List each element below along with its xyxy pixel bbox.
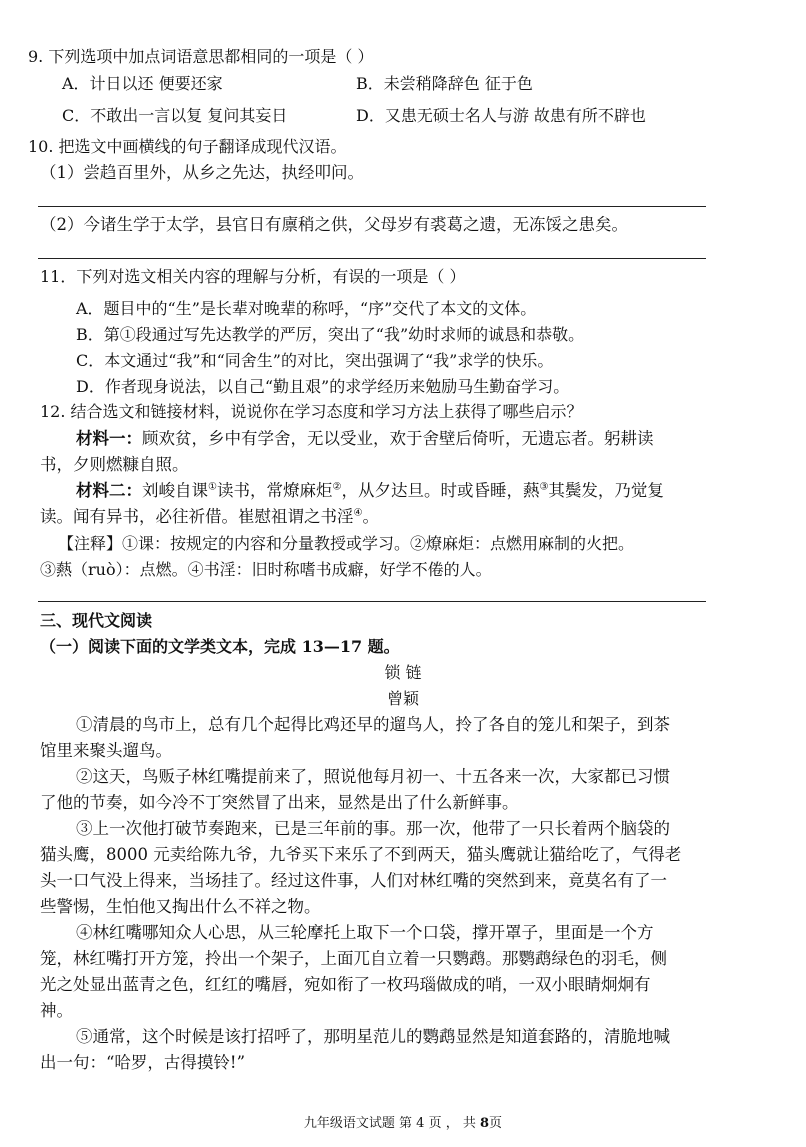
story-title: 锁 链 bbox=[384, 663, 422, 682]
answer-line-2 bbox=[38, 258, 706, 259]
q10-sentence-2: （2）今诸生学于太学，县官日有廪稍之供，父母岁有裘葛之遗，无冻馁之患矣。 bbox=[40, 215, 628, 234]
material-1-line-2: 书，夕则燃糠自照。 bbox=[40, 455, 189, 474]
section-divider bbox=[38, 601, 706, 602]
footer-text: 九年级语文试题 第 4 页 ， 共 bbox=[303, 1116, 480, 1131]
footer-suffix: 页 bbox=[489, 1116, 503, 1131]
story-author: 曾颖 bbox=[386, 689, 419, 708]
paragraph-3-line-3: 头一口气没上得来，当场挂了。经过这件事，人们对林红嘴的突然到来，竟莫名有了一 bbox=[40, 871, 667, 890]
footnote-ref-1: ① bbox=[208, 481, 217, 493]
q9-option-d: D．又患无硕士名人与游 故患有所不辟也 bbox=[356, 106, 646, 125]
material-2-label: 材料二： bbox=[76, 481, 142, 500]
footnote-ref-3: ③ bbox=[539, 481, 549, 493]
paragraph-3-line-4: 些警惕，生怕他又掏出什么不祥之物。 bbox=[40, 897, 321, 916]
q11-option-a: A．题目中的“生”是长辈对晚辈的称呼，“序”交代了本文的文体。 bbox=[76, 299, 537, 318]
notes-line-1: 【注释】①课：按规定的内容和分量教授或学习。②燎麻炬：点燃用麻制的火把。 bbox=[58, 534, 635, 553]
section-3-subtitle: （一）阅读下面的文学类文本，完成 13—17 题。 bbox=[40, 637, 400, 656]
q11-option-d: D．作者现身说法，以自己“勤且艰”的求学经历来勉励马生勤奋学习。 bbox=[76, 377, 570, 396]
answer-line-1 bbox=[38, 206, 706, 207]
paragraph-4-line-1: ④林红嘴哪知众人心思，从三轮摩托上取下一个口袋，撑开罩子，里面是一个方 bbox=[76, 923, 654, 942]
material-1-line-1 bbox=[76, 428, 654, 450]
paragraph-2-line-1: ②这天，鸟贩子林红嘴提前来了，照说他每月初一、十五各来一次，大家都已习惯 bbox=[76, 767, 670, 786]
material-2-line-2: 读。闻有异书，必往祈借。崔慰祖谓之书淫④。 bbox=[40, 507, 379, 526]
q11-option-c: C．本文通过“我”和“同舍生”的对比，突出强调了“我”求学的快乐。 bbox=[76, 351, 554, 370]
q9-stem: 9. 下列选项中加点词语意思都相同的一项是（ ） bbox=[28, 47, 374, 66]
material-2-line-1: 材料二：刘峻自课①读书，常燎麻炬②，从夕达旦。时或昏睡，爇③其鬓发，乃觉复 bbox=[76, 481, 664, 500]
q9-option-c: C．不敢出一言以复 复问其妄日 bbox=[62, 106, 288, 125]
q9-option-a: A．计日以还 便要还家 bbox=[62, 74, 223, 93]
paragraph-1-line-1: ①清晨的鸟市上，总有几个起得比鸡还早的遛鸟人，拎了各自的笼儿和架子，到茶 bbox=[76, 715, 670, 734]
footnote-ref-2: ② bbox=[332, 481, 342, 493]
q11-option-b: B．第①段通过写先达教学的严厉，突出了“我”幼时求师的诚恳和恭敬。 bbox=[76, 325, 585, 344]
paragraph-3-line-2: 猫头鹰，8000 元卖给陈九爷，九爷买下来乐了不到两天，猫头鹰就让猫给吃了，气得老 bbox=[40, 845, 682, 864]
q10-stem: 10. 把选文中画横线的句子翻译成现代汉语。 bbox=[28, 137, 347, 156]
section-3-title: 三、现代文阅读 bbox=[40, 611, 153, 630]
page-footer bbox=[0, 1112, 806, 1131]
footnote-ref-4: ④ bbox=[353, 507, 363, 519]
material-1-label: 材料一： bbox=[76, 429, 142, 448]
notes-line-2: ③爇（ruò）：点燃。④书淫：旧时称嗜书成癖，好学不倦的人。 bbox=[40, 560, 492, 579]
paragraph-5-line-1: ⑤通常，这个时候是该打招呼了，那明星范儿的鹦鹉显然是知道套路的，清脆地喊 bbox=[76, 1027, 670, 1046]
footer-total-pages: 8 bbox=[480, 1116, 490, 1131]
q9-option-b: B．未尝稍降辞色 征于色 bbox=[356, 74, 533, 93]
paragraph-4-line-3: 光之处显出蓝青之色，红红的嘴唇，宛如衔了一枚玛瑙做成的哨，一双小眼睛炯炯有 bbox=[40, 975, 651, 994]
paragraph-2-line-2: 了他的节奏，如今冷不丁突然冒了出来，显然是出了什么新鲜事。 bbox=[40, 793, 519, 812]
material-1-text: 顾欢贫，乡中有学舍，无以受业，欢于舍壁后倚听，无遗忘者。躬耕读 bbox=[142, 429, 654, 448]
q12-stem: 12. 结合选文和链接材料，说说你在学习态度和学习方法上获得了哪些启示？ bbox=[40, 402, 583, 421]
q11-stem: 11．下列对选文相关内容的理解与分析，有误的一项是（ ） bbox=[40, 267, 466, 286]
q10-sentence-1: （1）尝趋百里外，从乡之先达，执经叩问。 bbox=[40, 163, 364, 182]
paragraph-4-line-4: 神。 bbox=[40, 1001, 73, 1020]
paragraph-1-line-2: 馆里来聚头遛鸟。 bbox=[40, 741, 172, 760]
paragraph-5-line-2: 出一句：“哈罗，古得摸铃!” bbox=[40, 1053, 246, 1072]
paragraph-4-line-2: 笼，林红嘴打开方笼，拎出一个架子，上面兀自立着一只鹦鹉。那鹦鹉绿色的羽毛，侧 bbox=[40, 949, 667, 968]
paragraph-3-line-1: ③上一次他打破节奏跑来，已是三年前的事。那一次，他带了一只长着两个脑袋的 bbox=[76, 819, 670, 838]
